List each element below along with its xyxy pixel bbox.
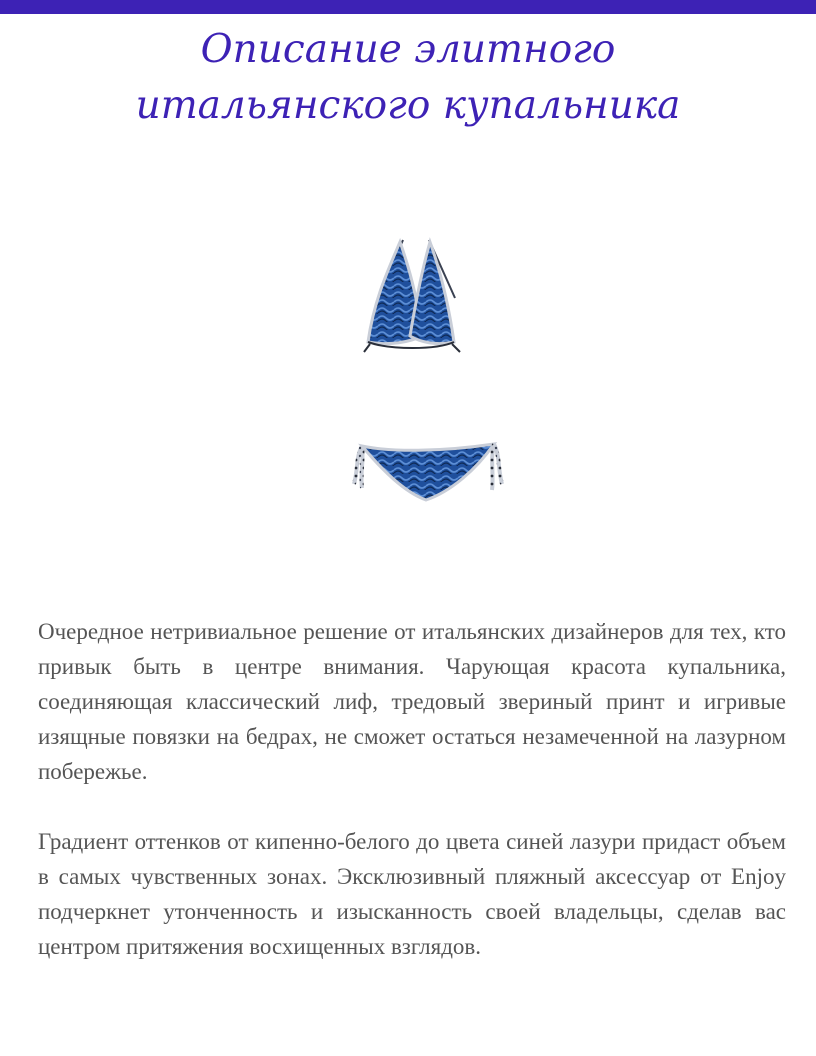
page-title-line-2: итальянского купальника (135, 83, 681, 128)
description-paragraph-1: Очередное нетривиальное решение от итальянских дизайнеров для тех, кто привык быть в центре внимания. Чарующая красота купальника, соединяющая классический лиф, тредовый звериный принт и игривые изящные повязки на бедрах, не сможет остаться незамеченной на лазурном побережье. (38, 619, 786, 784)
left-side-tie (354, 446, 363, 488)
bikini-bottom (362, 444, 494, 500)
page-title-line-1: Описание элитного (200, 27, 616, 72)
product-description (38, 614, 786, 964)
description-paragraph-2: Градиент оттенков от кипенно-белого до цвета синей лазури придаст объем в самых чувственных зонах. Эксклюзивный пляжный аксессуар от Enjoy подчеркнет утонченность и изысканность своей владельцы, сделав вас центром притяжения восхищенных взглядов. (38, 829, 786, 959)
top-accent-bar (0, 0, 816, 14)
bikini-icon (250, 170, 590, 590)
bra-tie-right (452, 344, 460, 352)
product-image (250, 170, 590, 590)
right-cup (410, 242, 454, 344)
page-title (0, 22, 816, 134)
bra-tie-left (364, 344, 370, 352)
right-side-tie (492, 444, 502, 490)
